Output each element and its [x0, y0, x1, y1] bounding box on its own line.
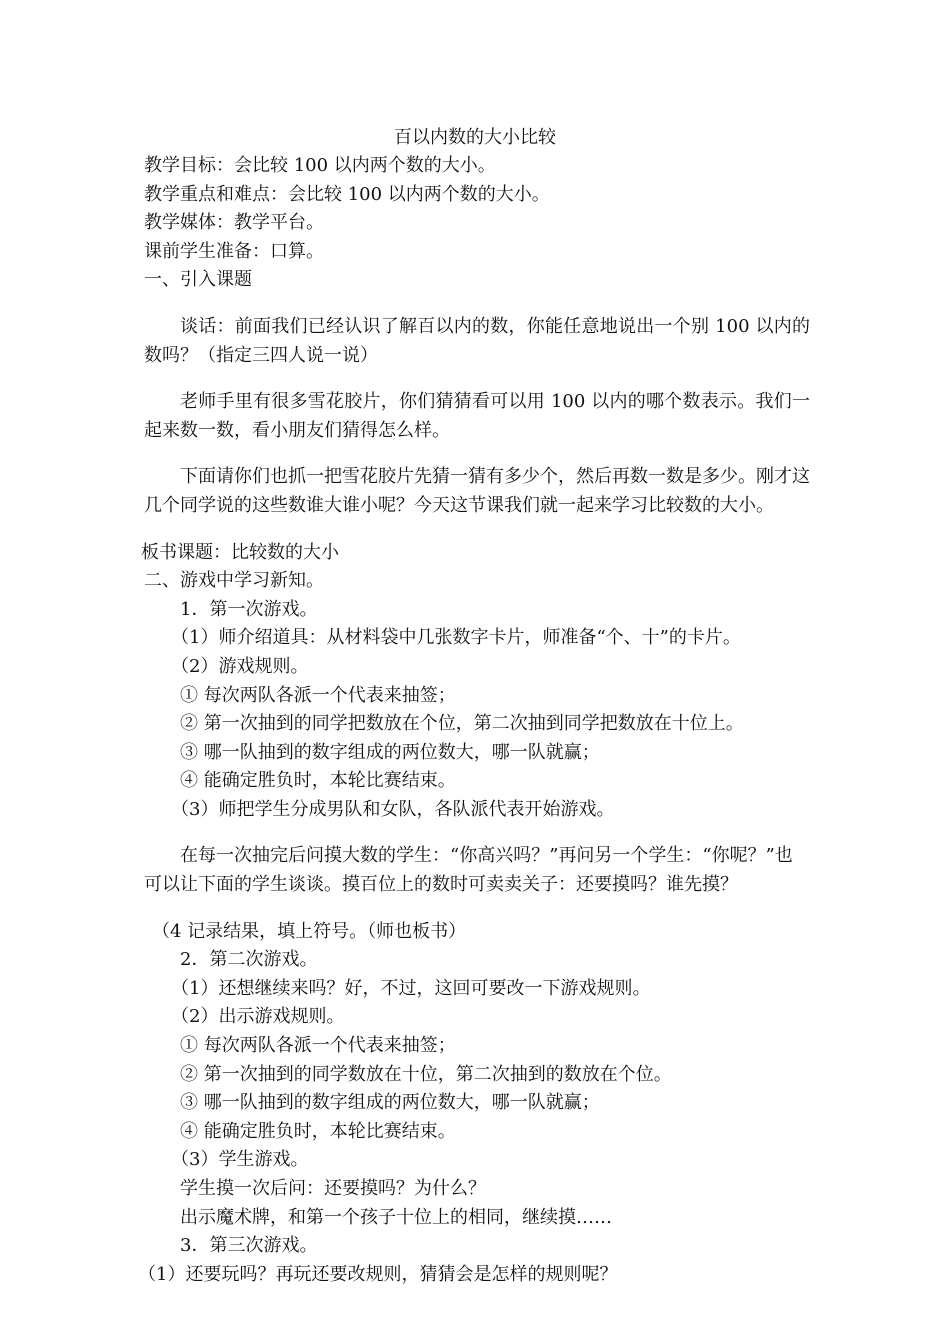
game-1-props: （1）师介绍道具：从材料袋中几张数字卡片，师准备“个、十”的卡片。 — [171, 627, 741, 649]
document-title: 百以内数的大小比较 — [394, 127, 556, 148]
paragraph-count-compare: 下面请你们也抓一把雪花胶片先猜一猜有多少个，然后再数一数是多少。刚才这几个同学说的这些数谁大谁小呢？今天这节课我们就一起来学习比较数的大小。 — [144, 466, 810, 516]
game-2-heading: 2．第二次游戏。 — [180, 949, 318, 971]
game-1-rule-3: ③ 哪一队抽到的数字组成的两位数大，哪一队就赢； — [180, 741, 600, 763]
student-preparation: 课前学生准备：口算。 — [144, 240, 324, 262]
game-1-rule-4: ④ 能确定胜负时，本轮比赛结束。 — [180, 770, 456, 792]
game-2-question: 学生摸一次后问：还要摸吗？为什么？ — [180, 1178, 486, 1199]
paragraph-snowflake-guess: 老师手里有很多雪花胶片，你们猜猜看可以用 100 以内的哪个数表示。我们一起来数一数，看小朋友们猜得怎么样。 — [144, 391, 810, 441]
paragraph-intro-talk: 谈话：前面我们已经认识了解百以内的数，你能任意地说出一个别 100 以内的数吗？（指定三四人说一说） — [144, 315, 810, 366]
teaching-media: 教学媒体：教学平台。 — [144, 212, 324, 234]
game-1-rules-heading: （2）游戏规则。 — [171, 655, 309, 677]
game-1-teams: （3）师把学生分成男队和女队，各队派代表开始游戏。 — [171, 798, 615, 820]
teaching-goal: 教学目标：会比较 100 以内两个数的大小。 — [144, 155, 496, 176]
game-1-rule-1: ① 每次两队各派一个代表来抽签； — [180, 684, 456, 706]
board-topic: 板书课题：比较数的大小 — [141, 541, 339, 563]
game-2-rule-2: ② 第一次抽到的同学数放在十位，第二次抽到的数放在个位。 — [180, 1063, 672, 1085]
paragraph-ask-students: 在每一次抽完后问摸大数的学生：“你高兴吗？”再问另一个学生：“你呢？”也可以让下面的学生谈谈。摸百位上的数时可卖卖关子：还要摸吗？谁先摸？ — [144, 845, 793, 896]
game-3-heading: 3．第三次游戏。 — [180, 1235, 318, 1257]
teaching-key-points: 教学重点和难点：会比较 100 以内两个数的大小。 — [144, 183, 550, 205]
section-heading-2: 二、游戏中学习新知。 — [144, 570, 324, 592]
game-3-question: （1）还要玩吗？再玩还要改规则，猜猜会是怎样的规则呢？ — [138, 1263, 618, 1285]
document-body — [138, 152, 810, 1289]
game-2-rules-heading: （2）出示游戏规则。 — [171, 1006, 345, 1028]
section-heading-1: 一、引入课题 — [144, 269, 252, 291]
game-2-rule-1: ① 每次两队各派一个代表来抽签； — [180, 1035, 456, 1057]
game-2-continue: （1）还想继续来吗？好，不过，这回可要改一下游戏规则。 — [171, 977, 651, 999]
game-2-play: （3）学生游戏。 — [171, 1149, 309, 1171]
game-2-rule-3: ③ 哪一队抽到的数字组成的两位数大，哪一队就赢； — [180, 1092, 600, 1114]
game-1-heading: 1．第一次游戏。 — [180, 598, 318, 620]
game-1-rule-2: ② 第一次抽到的同学把数放在个位，第二次抽到同学把数放在十位上。 — [180, 713, 744, 735]
game-2-rule-4: ④ 能确定胜负时，本轮比赛结束。 — [180, 1120, 456, 1142]
game-1-record: （4 记录结果，填上符号。（师也板书） — [152, 920, 467, 942]
game-2-magic-card: 出示魔术牌，和第一个孩子十位上的相同，继续摸…… — [180, 1206, 612, 1228]
